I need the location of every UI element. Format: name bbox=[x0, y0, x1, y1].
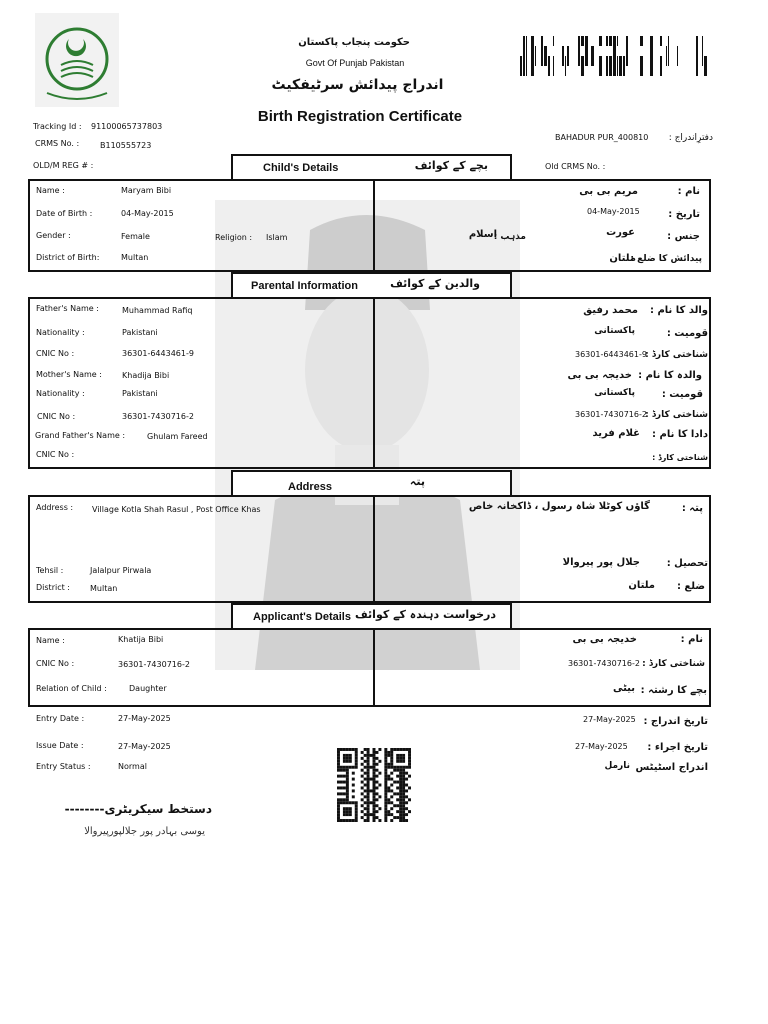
nationality1: Pakistani bbox=[122, 328, 158, 337]
gov-en: Govt Of Punjab Pakistan bbox=[305, 58, 405, 68]
applicant-cnic-ur: 36301-7430716-2 bbox=[568, 659, 640, 668]
child-dob-ur: 04-May-2015 bbox=[587, 207, 640, 216]
child-dob-label: Date of Birth : bbox=[36, 209, 93, 218]
child-religion-ur-label: مذہب : bbox=[493, 232, 526, 242]
addr-ur: گاؤں کوٹلا شاہ رسول ، ڈاکخانہ خاص bbox=[468, 501, 650, 512]
parents-heading-ur: والدین کے کوائف bbox=[390, 277, 480, 290]
applicant-rel: Daughter bbox=[129, 684, 167, 693]
barcode bbox=[520, 36, 708, 76]
applicant-rel-label: Relation of Child : bbox=[36, 684, 107, 693]
child-heading bbox=[231, 154, 512, 180]
office-label-urdu: دفترِاندراج : bbox=[668, 133, 713, 143]
cnic2-label: CNIC No : bbox=[37, 412, 76, 421]
addr-ur-label: پتہ : bbox=[681, 503, 703, 514]
cnic2: 36301-7430716-2 bbox=[122, 412, 194, 421]
nationality2: Pakistani bbox=[122, 389, 158, 398]
nat1-ur: پاکستانی bbox=[594, 326, 635, 336]
child-dob-ur-label: تاریخ : bbox=[668, 209, 700, 220]
cnic3-label: CNIC No : bbox=[36, 450, 75, 459]
tracking-value: 91100065737803 bbox=[91, 122, 163, 131]
mother-label: Mother's Name : bbox=[36, 370, 102, 379]
office-value: BAHADUR PUR_400810 bbox=[555, 133, 649, 142]
child-heading-en: Child's Details bbox=[263, 162, 339, 174]
cnic1-ur-label: شناختی کارڈ : bbox=[645, 350, 708, 360]
issue-date: 27-May-2025 bbox=[118, 742, 171, 751]
applicant-name-ur: خدیجہ بی بی bbox=[572, 634, 637, 645]
child-heading-ur: بچے کے کوائف bbox=[414, 159, 488, 172]
union-council: یوسی بہادر پور جلالپورپیروالا bbox=[84, 826, 205, 837]
parents-heading-en: Parental Information bbox=[251, 280, 358, 292]
addr-district-label: District : bbox=[36, 583, 70, 592]
tehsil-value: Jalalpur Pirwala bbox=[90, 566, 152, 575]
child-name-ur: مریم بی بی bbox=[579, 186, 638, 197]
child-name: Maryam Bibi bbox=[121, 186, 172, 195]
crest-icon bbox=[35, 13, 119, 107]
addr-district-ur-label: ضلع : bbox=[676, 581, 705, 592]
applicant-heading-ur: درخواست دہندہ کے کوائف bbox=[354, 608, 496, 621]
father-name: Muhammad Rafiq bbox=[122, 306, 193, 315]
gf-ur: غلام فرید bbox=[592, 428, 640, 439]
parents-divider bbox=[373, 297, 375, 469]
addr-value: Village Kotla Shah Rasul , Post Office Khas bbox=[92, 505, 261, 514]
status-ur-label: اندراج اسٹیٹس bbox=[635, 762, 708, 773]
cnic2-ur-label: شناختی کارڈ : bbox=[645, 410, 708, 420]
nat2-ur: پاکستانی bbox=[594, 388, 635, 398]
child-divider bbox=[373, 179, 375, 272]
father-label: Father's Name : bbox=[36, 304, 99, 313]
parents-heading bbox=[231, 272, 512, 298]
applicant-heading bbox=[231, 603, 512, 629]
child-dob: 04-May-2015 bbox=[121, 209, 174, 218]
address-divider bbox=[373, 495, 375, 603]
crms-label: CRMS No. : bbox=[35, 139, 80, 148]
applicant-name-ur-label: نام : bbox=[680, 634, 703, 645]
nat2-ur-label: قومیت : bbox=[661, 389, 703, 400]
tracking-label: Tracking Id : bbox=[33, 122, 82, 131]
grandfather-name: Ghulam Fareed bbox=[147, 432, 208, 441]
title-urdu: اندراج پیدائش سرٹیفکیٹ bbox=[271, 77, 444, 93]
nat1-ur-label: قومیت : bbox=[666, 328, 708, 339]
mother-ur-label: والدہ کا نام : bbox=[638, 370, 702, 381]
qr-code bbox=[337, 748, 411, 824]
child-religion-ur: اسلام bbox=[468, 229, 497, 240]
father-ur-label: والد کا نام : bbox=[649, 305, 708, 316]
entry-date-label: Entry Date : bbox=[36, 714, 85, 723]
grandfather-label: Grand Father's Name : bbox=[35, 431, 126, 440]
child-district-ur: ملتان bbox=[609, 253, 636, 264]
applicant-cnic: 36301-7430716-2 bbox=[118, 660, 190, 669]
applicant-cnic-ur-label: شناختی کارڈ : bbox=[642, 659, 705, 669]
address-heading-ur: پتہ bbox=[409, 475, 425, 488]
mother-ur: خدیجہ بی بی bbox=[567, 370, 632, 381]
tehsil-ur: جلال پور پیروالا bbox=[562, 557, 640, 568]
child-gender: Female bbox=[121, 232, 150, 241]
status-ur: نارمل bbox=[604, 761, 630, 771]
entry-status: Normal bbox=[118, 762, 147, 771]
cnic1: 36301-6443461-9 bbox=[122, 349, 194, 358]
title-en: Birth Registration Certificate bbox=[257, 108, 463, 125]
addr-label: Address : bbox=[36, 503, 74, 512]
addr-district-ur: ملتان bbox=[628, 580, 655, 591]
applicant-rel-ur: بیٹی bbox=[612, 683, 635, 694]
entry-ur: 27-May-2025 bbox=[583, 715, 636, 724]
child-district-label: District of Birth: bbox=[36, 253, 100, 262]
punjab-logo bbox=[35, 13, 119, 107]
entry-date: 27-May-2025 bbox=[118, 714, 171, 723]
tehsil-label: Tehsil : bbox=[36, 566, 64, 575]
gov-urdu: حکومت پنجاب پاکستان bbox=[298, 37, 410, 48]
addr-district-value: Multan bbox=[90, 584, 118, 593]
parents-box bbox=[28, 297, 711, 469]
applicant-cnic-label: CNIC No : bbox=[36, 659, 75, 668]
entry-ur-label: تاریخ اندراج : bbox=[643, 716, 708, 727]
cnic2-ur: 36301-7430716-2 bbox=[575, 410, 647, 419]
address-heading-en: Address bbox=[288, 481, 333, 493]
child-name-label: Name : bbox=[36, 186, 65, 195]
child-name-ur-label: نام : bbox=[677, 186, 700, 197]
applicant-rel-ur-label: بچے کا رشتہ : bbox=[640, 685, 707, 696]
child-religion-label: Religion : bbox=[215, 233, 253, 242]
child-gender-ur-label: جنس : bbox=[667, 231, 700, 242]
child-gender-label: Gender : bbox=[36, 231, 71, 240]
entry-status-label: Entry Status : bbox=[36, 762, 91, 771]
issue-date-label: Issue Date : bbox=[36, 741, 84, 750]
child-gender-ur: عورت bbox=[606, 227, 635, 238]
tehsil-ur-label: تحصیل : bbox=[666, 558, 708, 569]
applicant-name: Khatija Bibi bbox=[118, 635, 164, 644]
nationality2-label: Nationality : bbox=[36, 389, 85, 398]
gf-ur-label: دادا کا نام : bbox=[652, 429, 708, 440]
applicant-name-label: Name : bbox=[36, 636, 65, 645]
father-ur: محمد رفیق bbox=[583, 305, 638, 316]
applicant-heading-en: Applicant's Details bbox=[253, 611, 351, 623]
signature-label: دستخط سیکریٹری-------- bbox=[64, 802, 212, 816]
crms-value: B110555723 bbox=[100, 141, 152, 150]
address-heading bbox=[231, 470, 512, 496]
cnic1-ur: 36301-6443461-9 bbox=[575, 350, 647, 359]
child-district: Multan bbox=[121, 253, 149, 262]
nationality1-label: Nationality : bbox=[36, 328, 85, 337]
applicant-divider bbox=[373, 628, 375, 707]
mother-name: Khadija Bibi bbox=[122, 371, 170, 380]
cnic3-ur-label: شناختی کارڈ : bbox=[652, 453, 708, 462]
child-district-ur-label: پیدائش کا ضلع : bbox=[630, 254, 702, 264]
issue-ur: 27-May-2025 bbox=[575, 742, 628, 751]
issue-ur-label: تاریخ اجراء : bbox=[647, 742, 708, 753]
old-reg-label: OLD/M REG # : bbox=[33, 161, 94, 170]
old-crms-label: Old CRMS No. : bbox=[545, 162, 606, 171]
child-religion: Islam bbox=[266, 233, 288, 242]
cnic1-label: CNIC No : bbox=[36, 349, 75, 358]
